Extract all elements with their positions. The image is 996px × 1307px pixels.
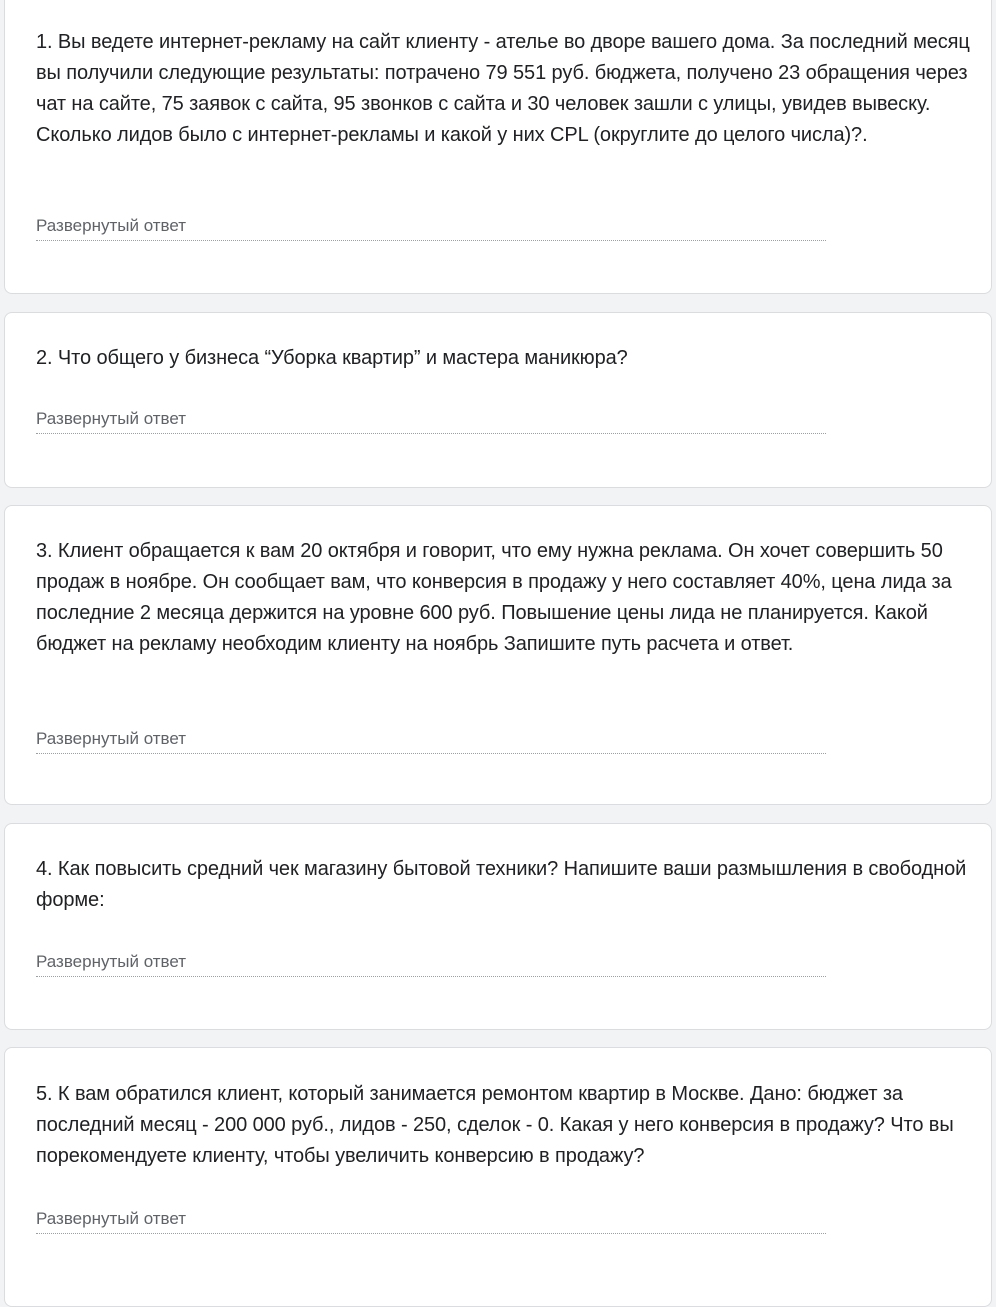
answer-field-2[interactable] [36, 405, 826, 434]
answer-field-3[interactable] [36, 725, 826, 754]
question-text-4: 4. Как повысить средний чек магазину бытовой техники? Напишите ваши размышления в свободной форме: [36, 858, 967, 911]
question-card-5 [4, 1047, 992, 1307]
question-text-5: 5. К вам обратился клиент, который занимается ремонтом квартир в Москве. Дано: бюджет за последний месяц - 200 000 руб., лидов - 250, сделок - 0. Какая у него конверсия в продажу? Что вы порекомендуете клиенту, чтобы увеличить конверсию в продажу? [36, 1083, 954, 1167]
question-card-4 [4, 823, 992, 1030]
question-text-2: 2. Что общего у бизнеса “Уборка квартир” и мастера маникюра? [36, 347, 628, 369]
answer-field-5[interactable] [36, 1205, 826, 1234]
answer-field-4[interactable] [36, 948, 826, 977]
answer-field-1[interactable] [36, 212, 826, 241]
question-text-3: 3. Клиент обращается к вам 20 октября и говорит, что ему нужна реклама. Он хочет совершить 50 продаж в ноябре. Он сообщает вам, что конверсия в продажу у него составляет 40%, цена лида за последние 2 месяца держится на уровне 600 руб. Повышение цены лида не планируется. Какой бюджет на рекламу необходим клиенту на ноябрь Запишите путь расчета и ответ. [36, 540, 952, 655]
question-text-1: 1. Вы ведете интернет-рекламу на сайт клиенту - ателье во дворе вашего дома. За последний месяц вы получили следующие результаты: потрачено 79 551 руб. бюджета, получено 23 обращения через чат на сайте, 75 заявок с сайта, 95 звонков с сайта и 30 человек зашли с улицы, увидев вывеску. Сколько лидов было с интернет-рекламы и какой у них CPL (округлите до целого числа)?. [36, 31, 970, 146]
question-card-1 [4, 0, 992, 294]
question-card-2 [4, 312, 992, 488]
question-card-3 [4, 505, 992, 805]
